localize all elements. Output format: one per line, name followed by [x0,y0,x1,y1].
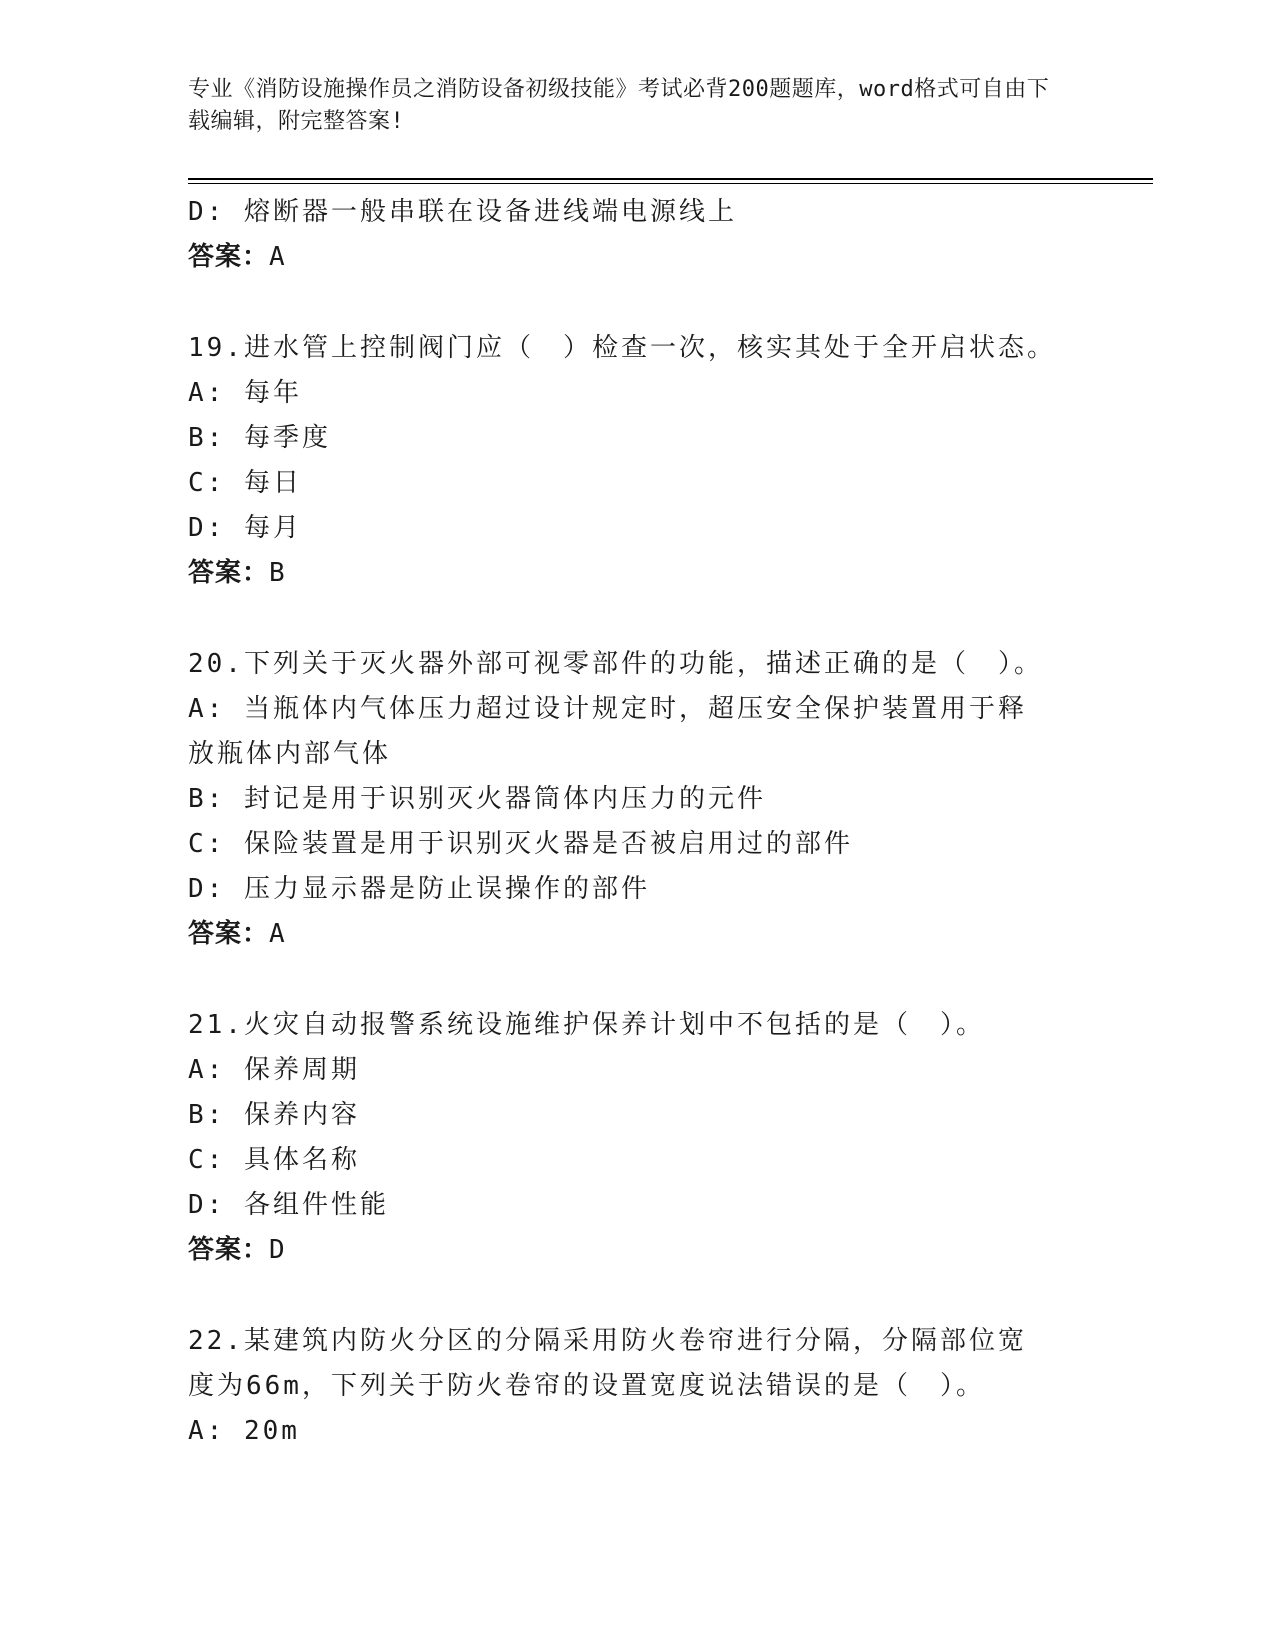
answer-value: D [269,1235,286,1265]
option-b: B: 保养内容 [188,1100,360,1130]
option-a: A: 每年 [188,378,302,408]
question-list [188,190,1088,1454]
option-a: A: 当瓶体内气体压力超过设计规定时，超压安全保护装置用于释放瓶体内部气体 [188,694,1027,769]
question-20 [188,642,1088,957]
question-stem: 19.进水管上控制阀门应（ ）检查一次，核实其处于全开启状态。 [188,333,1056,363]
answer-label: 答案： [188,1235,270,1265]
answer-label: 答案： [188,558,270,588]
option-c: C: 具体名称 [188,1145,360,1175]
question-stem: 20.下列关于灭火器外部可视零部件的功能，描述正确的是（ ）。 [188,649,1043,679]
answer-line [188,912,1088,957]
document-header: 专业《消防设施操作员之消防设备初级技能》考试必背200题题库，word格式可自由下载编辑，附完整答案! [188,77,1050,134]
question-stem: 22.某建筑内防火分区的分隔采用防火卷帘进行分隔，分隔部位宽度为66m，下列关于防火卷帘的设置宽度说法错误的是（ ）。 [188,1326,1027,1401]
answer-line [188,235,1088,280]
option-d: D: 各组件性能 [188,1190,389,1220]
answer-label: 答案： [188,919,270,949]
option-c: C: 保险装置是用于识别灭火器是否被启用过的部件 [188,829,853,859]
header-divider-thick [188,178,1153,180]
answer-value: B [269,558,286,588]
header-divider-thin [188,183,1153,184]
answer-value: A [269,919,286,949]
answer-line [188,551,1088,596]
option-a: A: 保养周期 [188,1055,360,1085]
option-d: D: 每月 [188,513,302,543]
answer-value: A [269,242,286,272]
option-d: D: 压力显示器是防止误操作的部件 [188,874,650,904]
option-b: B: 封记是用于识别灭火器筒体内压力的元件 [188,784,766,814]
option-b: B: 每季度 [188,423,331,453]
question-22 [188,1319,1088,1454]
option-a: A: 20m [188,1416,300,1446]
answer-line [188,1228,1088,1273]
answer-label: 答案： [188,242,270,272]
question-stem: 21.火灾自动报警系统设施维护保养计划中不包括的是（ ）。 [188,1010,985,1040]
option-d: D: 熔断器一般串联在设备进线端电源线上 [188,197,737,227]
question-19 [188,326,1088,596]
question-21 [188,1003,1088,1273]
option-c: C: 每日 [188,468,302,498]
